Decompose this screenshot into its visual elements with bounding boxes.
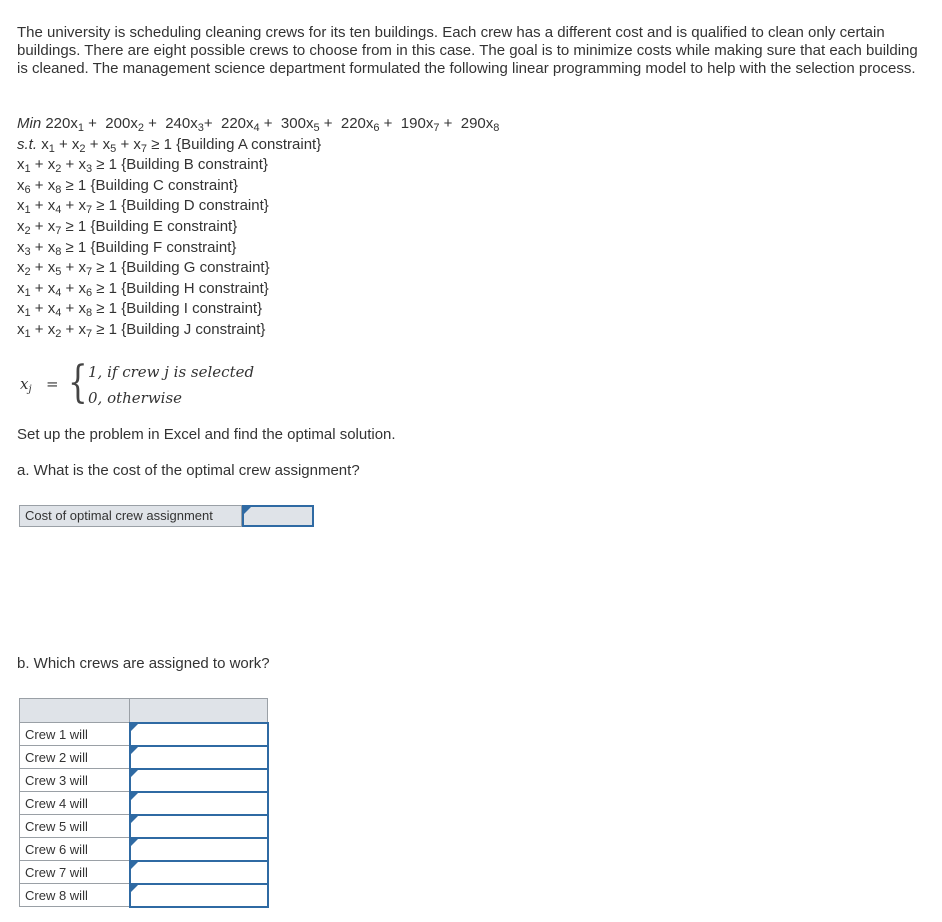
- constraint-row: $x_1 + x_4 + x_8 \ge 1$ {Building I constraint}: [17, 300, 263, 320]
- input-marker-icon: [131, 747, 138, 754]
- objective-term: $240x_3+$: [165, 115, 217, 134]
- crew-assignment-table: [19, 698, 269, 908]
- crew-rows: [20, 723, 268, 907]
- problem-intro: The university is scheduling cleaning crews for its ten buildings. Each crew has a different cost and is qualified to clean only certain buildings. There are eight possible crews to choose from in this case. The goal is to minimize costs while making sure that each building is cleaned. The management science department formulated the following linear programming model to help with the selection process.: [17, 24, 918, 77]
- lp-model: [17, 114, 717, 341]
- input-marker-icon: [131, 862, 138, 869]
- cost-input[interactable]: [242, 505, 314, 527]
- instruction-text: Set up the problem in Excel and find the optimal solution.: [17, 426, 396, 443]
- objective-term: $220x_1$ +: [45, 115, 102, 134]
- crew-5-select[interactable]: [130, 815, 268, 838]
- objective-term: $200x_2$ +: [105, 115, 162, 134]
- crew-label: Crew 7 will: [20, 861, 130, 884]
- crew-2-select[interactable]: [130, 746, 268, 769]
- objective-term: $290x_8$: [460, 115, 500, 134]
- crew-3-select[interactable]: [130, 769, 268, 792]
- input-marker-icon: [131, 839, 138, 846]
- objective-term: $220x_4$ +: [220, 115, 277, 134]
- crew-6-select[interactable]: [130, 838, 268, 861]
- question-a: a. What is the cost of the optimal crew assignment?: [17, 462, 360, 479]
- input-marker-icon: [131, 793, 138, 800]
- xj-variable: $x_j$: [20, 375, 32, 395]
- header-cell-left: [20, 699, 130, 723]
- crew-label: Crew 8 will: [20, 884, 130, 907]
- case-selected: 1, if crew j is selected: [88, 363, 255, 381]
- input-marker-icon: [131, 724, 138, 731]
- crew-label: Crew 3 will: [20, 769, 130, 792]
- objective-function: [17, 114, 717, 135]
- table-row: [20, 838, 268, 861]
- table-row: [20, 861, 268, 884]
- objective-terms: [45, 115, 499, 132]
- crew-label: Crew 2 will: [20, 746, 130, 769]
- table-row: [20, 815, 268, 838]
- constraint-row: $x_3 + x_8 \ge 1$ {Building F constraint}: [17, 238, 237, 258]
- crew-7-select[interactable]: [130, 861, 268, 884]
- answer-a-row: [19, 505, 314, 527]
- constraint-row: $x_6 + x_8 \ge 1$ {Building C constraint}: [17, 176, 239, 196]
- table-row: [20, 884, 268, 907]
- constraint-row: $x_1 + x_4 + x_7 \ge 1$ {Building D constraint}: [17, 197, 269, 217]
- question-b: b. Which crews are assigned to work?: [17, 655, 270, 672]
- equals-sign: =: [46, 375, 59, 393]
- constraint-row: $x_1 + x_2 + x_7 \ge 1$ {Building J constraint}: [17, 320, 266, 340]
- case-otherwise: 0, otherwise: [88, 389, 183, 407]
- input-marker-icon: [131, 885, 138, 892]
- table-row: [20, 769, 268, 792]
- input-marker-icon: [244, 507, 251, 514]
- min-label: Min: [17, 115, 42, 132]
- crew-4-select[interactable]: [130, 792, 268, 815]
- objective-term: $190x_7$ +: [400, 115, 457, 134]
- cost-label: Cost of optimal crew assignment: [19, 505, 242, 527]
- table-row: [20, 792, 268, 815]
- constraint-row: $x_1 + x_2 + x_3 \ge 1$ {Building B constraint}: [17, 156, 268, 176]
- input-marker-icon: [131, 770, 138, 777]
- header-cell-right: [130, 699, 268, 723]
- crew-label: Crew 4 will: [20, 792, 130, 815]
- input-marker-icon: [131, 816, 138, 823]
- crew-1-select[interactable]: [130, 723, 268, 746]
- crew-label: Crew 6 will: [20, 838, 130, 861]
- crew-label: Crew 5 will: [20, 815, 130, 838]
- table-row: [20, 723, 268, 746]
- crew-label: Crew 1 will: [20, 723, 130, 746]
- constraint-row: $x_1 + x_4 + x_6 \ge 1$ {Building H constraint}: [17, 279, 269, 299]
- crew-8-select[interactable]: [130, 884, 268, 907]
- table-row: [20, 746, 268, 769]
- table-header-row: [20, 699, 268, 723]
- constraint-list: [17, 135, 717, 341]
- constraint-row: s.t. $x_1 + x_2 + x_5 + x_7 \ge 1$ {Building A constraint}: [17, 135, 322, 155]
- constraint-row: $x_2 + x_7 \ge 1$ {Building E constraint}: [17, 217, 238, 237]
- objective-term: $300x_5$ +: [280, 115, 337, 134]
- objective-term: $220x_6$ +: [340, 115, 397, 134]
- left-brace: {: [68, 357, 88, 408]
- constraint-row: $x_2 + x_5 + x_7 \ge 1$ {Building G constraint}: [17, 259, 270, 279]
- st-label: s.t.: [17, 135, 38, 153]
